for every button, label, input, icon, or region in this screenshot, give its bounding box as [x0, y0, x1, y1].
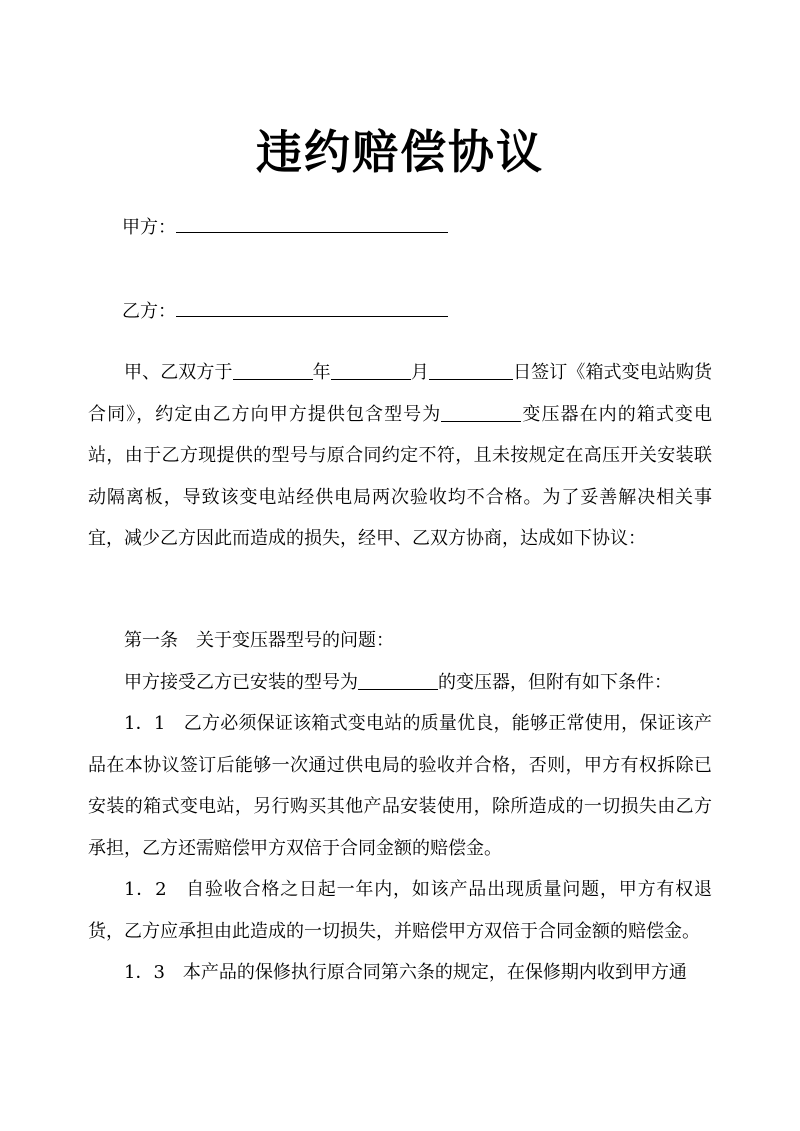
intro-paragraph [88, 352, 712, 560]
article-1-heading: 第一条 关于变压器型号的问题： [124, 630, 394, 651]
intro-text-start: 甲、乙双方于 [124, 362, 233, 383]
party-a-label: 甲方： [122, 217, 176, 238]
clause-1-1: 1．1 乙方必须保证该箱式变电站的质量优良，能够正常使用，保证该产品在本协议签订后能够一次通过供电局的验收并合格，否则，甲方有权拆除已安装的箱式变电站，另行购买其他产品安装使用，除所造成的一切损失由乙方承担，乙方还需赔偿甲方双倍于合同金额的赔偿金。 [88, 713, 712, 859]
clause-1-3: 1．3 本产品的保修执行原合同第六条的规定，在保修期内收到甲方通 [124, 962, 687, 983]
month-label: 月 [410, 362, 429, 383]
party-b-line [122, 300, 448, 324]
intro-text-contract: 日签订《箱式变电站购货合同》，约定由乙方向甲方提供包含型号为 [88, 362, 713, 425]
day-blank [429, 361, 513, 380]
document-title: 违约赔偿协议 [256, 125, 544, 179]
month-blank [331, 361, 411, 380]
intro-section [88, 352, 712, 560]
intro-text-end: 变压器在内的箱式变电站，由于乙方现提供的型号与原合同约定不符，且未按规定在高压开关安装联动隔离板，导致该变电站经供电局两次验收均不合格。为了妥善解决相关事宜，减少乙方因此而造成的损失，经甲、乙双方协商，达成如下协议： [88, 403, 713, 549]
article-1-section [88, 620, 712, 994]
clause-1-2: 1．2 自验收合格之日起一年内，如该产品出现质量问题，甲方有权退货，乙方应承担由此造成的一切损失，并赔偿甲方双倍于合同金额的赔偿金。 [88, 879, 712, 942]
year-blank [233, 361, 313, 380]
party-a-blank [176, 218, 448, 233]
accepted-model-blank [358, 671, 438, 690]
accept-text-start: 甲方接受乙方已安装的型号为 [124, 671, 358, 693]
party-b-blank [176, 302, 448, 317]
party-b-label: 乙方： [122, 301, 176, 322]
year-label: 年 [312, 362, 331, 383]
party-a-line [122, 216, 448, 240]
model-blank [441, 403, 521, 422]
article-1-accept [88, 662, 712, 704]
accept-text-end: 的变压器，但附有如下条件： [438, 671, 672, 693]
